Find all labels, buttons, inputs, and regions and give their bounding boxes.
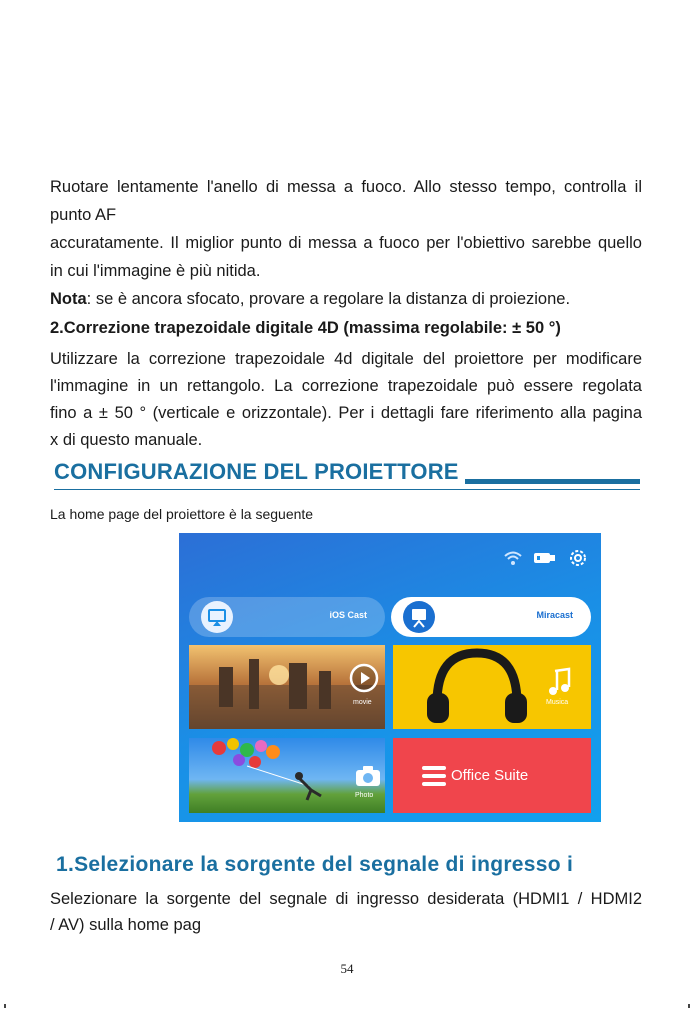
miracast-button[interactable] bbox=[391, 597, 591, 637]
office-suite-label: Office Suite bbox=[451, 767, 529, 784]
miracast-icon bbox=[403, 601, 435, 633]
keystone-line-4: x di questo manuale. bbox=[50, 431, 203, 449]
list-icon bbox=[421, 764, 447, 788]
movie-tile[interactable] bbox=[189, 645, 385, 729]
projector-home-screen bbox=[179, 533, 601, 822]
section-rule-accent bbox=[465, 479, 640, 484]
music-tile[interactable] bbox=[393, 645, 591, 729]
movie-label: movie bbox=[353, 699, 372, 706]
miracast-label: Miracast bbox=[536, 610, 573, 620]
airplay-icon bbox=[201, 601, 233, 633]
ios-cast-label: iOS Cast bbox=[329, 610, 367, 620]
office-suite-tile[interactable] bbox=[393, 738, 591, 813]
music-note-icon bbox=[547, 667, 573, 697]
note-label: Nota bbox=[50, 290, 87, 308]
usb-drive-icon bbox=[533, 551, 557, 565]
intro-line-3: accuratamente. Il miglior punto di messa a fuoco per l'obiettivo sarebbe quello bbox=[50, 234, 642, 252]
input-source-heading: 1.Selezionare la sorgente del segnale di ingresso i bbox=[56, 853, 574, 876]
intro-line-4: in cui l'immagine è più nitida. bbox=[50, 262, 261, 280]
photo-label: Photo bbox=[355, 792, 374, 799]
keystone-line-2: l'immagine in un rettangolo. La correzione trapezoidale può essere regolata bbox=[50, 377, 642, 395]
page-number: 54 bbox=[340, 961, 354, 976]
crop-mark-right bbox=[688, 1004, 690, 1008]
camera-icon bbox=[354, 764, 382, 788]
intro-line-2: punto AF bbox=[50, 206, 117, 224]
status-bar bbox=[503, 547, 589, 569]
input-source-line-2: / AV) sulla home pag bbox=[50, 916, 202, 934]
note-text: : se è ancora sfocato, provare a regolare la distanza di proiezione. bbox=[86, 290, 571, 308]
keystone-heading: 2.Correzione trapezoidale digitale 4D (massima regolabile: ± 50 °) bbox=[50, 319, 561, 337]
keystone-line-1: Utilizzare la correzione trapezoidale 4d digitale del proiettore per modificare bbox=[50, 350, 642, 368]
section-title: CONFIGURAZIONE DEL PROIETTORE bbox=[54, 459, 459, 484]
play-icon bbox=[349, 663, 379, 693]
crop-mark-left bbox=[4, 1004, 6, 1008]
input-source-line-1: Selezionare la sorgente del segnale di ingresso desiderata (HDMI1 / HDMI2 bbox=[50, 890, 642, 908]
ios-cast-button[interactable] bbox=[189, 597, 385, 637]
note-line bbox=[50, 287, 642, 311]
section-rule bbox=[54, 489, 640, 490]
gear-icon[interactable] bbox=[567, 547, 589, 569]
home-page-caption: La home page del proiettore è la seguente bbox=[50, 506, 314, 522]
photo-tile[interactable] bbox=[189, 738, 385, 813]
intro-line-1: Ruotare lentamente l'anello di messa a fuoco. Allo stesso tempo, controlla il bbox=[50, 178, 642, 196]
keystone-line-3: fino a ± 50 ° (verticale e orizzontale). Per i dettagli fare riferimento alla pagina bbox=[50, 404, 642, 422]
music-label: Musica bbox=[546, 699, 569, 706]
wifi-icon bbox=[503, 550, 523, 566]
